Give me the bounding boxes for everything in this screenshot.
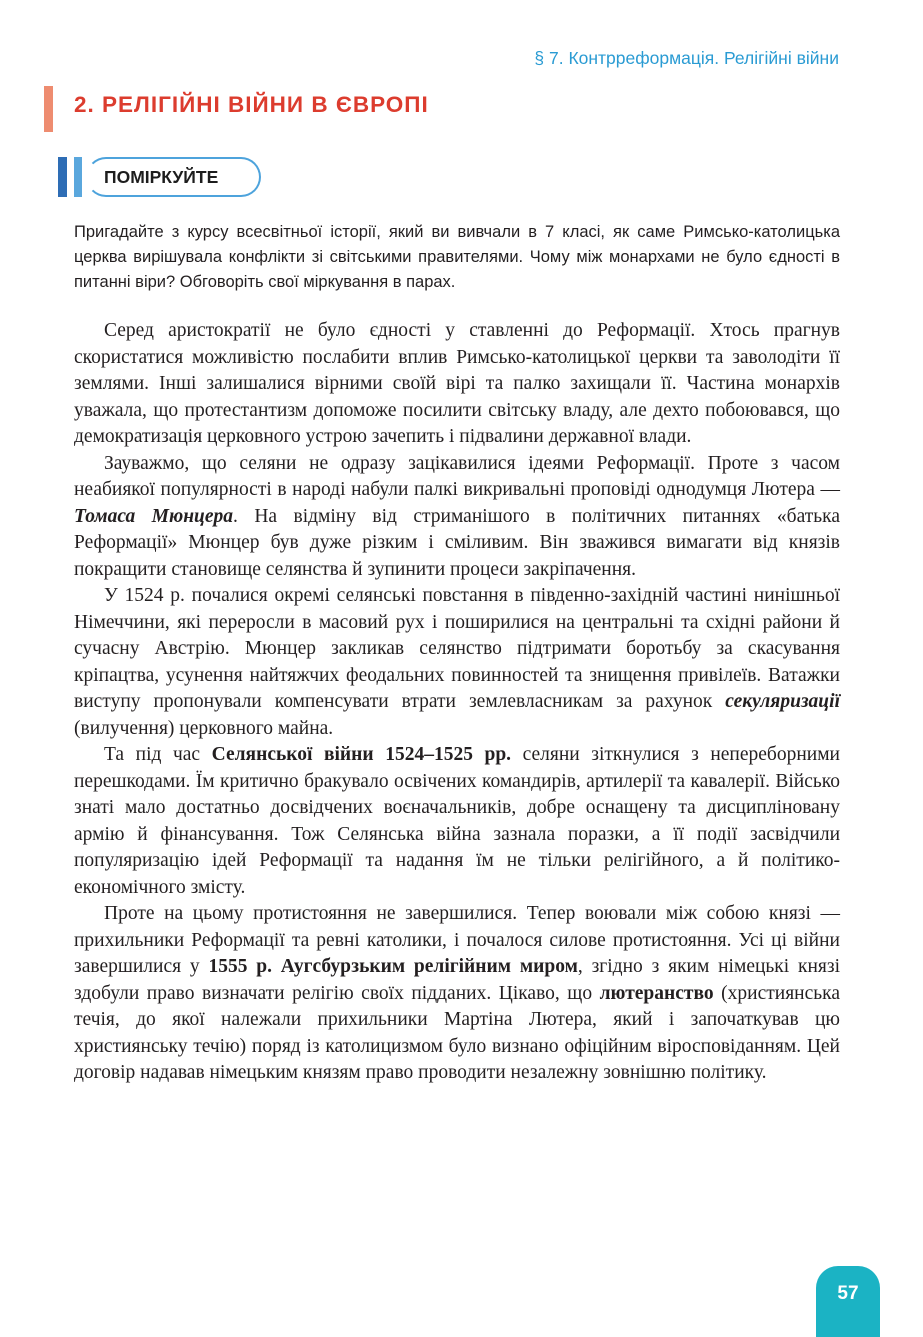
- paragraph-5: [74, 901, 840, 1087]
- term-secularization: секуляризації: [725, 691, 840, 712]
- paragraph-4-text: Та під час: [104, 744, 212, 765]
- term-peasant-war: Селянської війни 1524–1525 рр.: [211, 744, 512, 765]
- running-header: § 7. Контрреформація. Релігійні війни: [534, 48, 839, 68]
- term-muntzer: Томаса Мюнцера: [74, 505, 234, 527]
- paragraph-4: [74, 742, 840, 901]
- term-augsburg-peace: 1555 р. Аугсбурзьким релігійним миром: [208, 956, 578, 977]
- section-accent-bar: [44, 86, 53, 132]
- page-number: 57: [837, 1283, 859, 1304]
- term-lutheranism: лютеранство: [599, 982, 714, 1004]
- think-question: Пригадайте з курсу всесвітньої історії, який ви вивчали в 7 класі, як саме Римсько-католицька церква вирішувала конфлікти зі світськими правителями. Чому між монархами не було єдності в питанні віри? Обговоріть свої міркування в парах.: [74, 223, 840, 291]
- paragraph-3-text-end: (вилучення) церковного майна.: [74, 717, 334, 739]
- paragraph-5-text: Проте на цьому протистояння не завершилися. Тепер воювали між собою князі — прихильники Реформації та ревні католики, і почалося силове протистояння. Усі ці війни завершилися у: [74, 903, 840, 977]
- paragraph-2-text: Зауважмо, що селяни не одразу зацікавилися ідеями Реформації. Проте з часом неабиякої популярності в народі набули палкі викривальні проповіді однодумця Лютера —: [74, 452, 840, 500]
- section-title: 2. РЕЛІГІЙНІ ВІЙНИ В ЄВРОПІ: [74, 92, 429, 117]
- think-box-label: ПОМІРКУЙТЕ: [104, 167, 219, 187]
- paragraph-5-text-end: (християнська течія, до якої належали прихильники Мартіна Лютера, який і започаткував цю християнську течію) поряд із католицизмом було визнано офіційним віросповіданням. Цей договір надавав німецьким князям право проводити незалежну зовнішню політику.: [74, 982, 841, 1083]
- main-text: [74, 318, 840, 1087]
- paragraph-4-text-end: селяни зіткнулися з непереборними перешкодами. Їм критично бракувало освічених командирів, артилерії та кавалерії. Військо знаті мало достатньо досвідчених воєначальників, добре оснащену та дисципліновану армію й фінансування. Тож Селянська війна зазнала поразки, а її події засвідчили популяризацію ідей Реформації та надання їм не тільки релігійного, а й політико-економічного змісту.: [74, 744, 840, 898]
- paragraph-3: [74, 583, 840, 742]
- paragraph-3-text: У 1524 р. почалися окремі селянські повстання в південно-західній частині нинішньої Німеччини, які переросли в масовий рух і поширилися на центральні та східні райони й сучасну Австрію. Мюнцер закликав селянство підтримати боротьбу за скасування кріпацтва, усунення найтяжчих феодальних повинностей та знищення привілеїв. Ватажки виступу пропонували компенсувати втрати землевласникам за рахунок: [74, 585, 840, 712]
- paragraph-1: Серед аристократії не було єдності у ставленні до Реформації. Хтось прагнув скористатися можливістю послабити вплив Римсько-католицької церкви та заволодіти її землями. Інші залишалися вірними своїй вірі та палко захищали її. Частина монархів уважала, що протестантизм допоможе посилити світську владу, але дехто побоювався, що демократизація церковного устрою зачепить і підвалини державної влади.: [74, 320, 840, 447]
- think-box-header: [58, 157, 263, 199]
- paragraph-2-text-end: . На відміну від стриманішого в політичних питаннях «батька Реформації» Мюнцер був дуже різким і сміливим. Він зважився вимагати від князів покращити становище селянства й зупинити процеси закріпачення.: [74, 505, 841, 580]
- think-stripe-light: [74, 157, 82, 197]
- paragraph-5-text-mid: , згідно з яким німецькі князі здобули право визначати релігію своїх підданих. Цікаво, що: [74, 956, 840, 1004]
- paragraph-2: [74, 451, 840, 584]
- think-stripe-dark: [58, 157, 67, 197]
